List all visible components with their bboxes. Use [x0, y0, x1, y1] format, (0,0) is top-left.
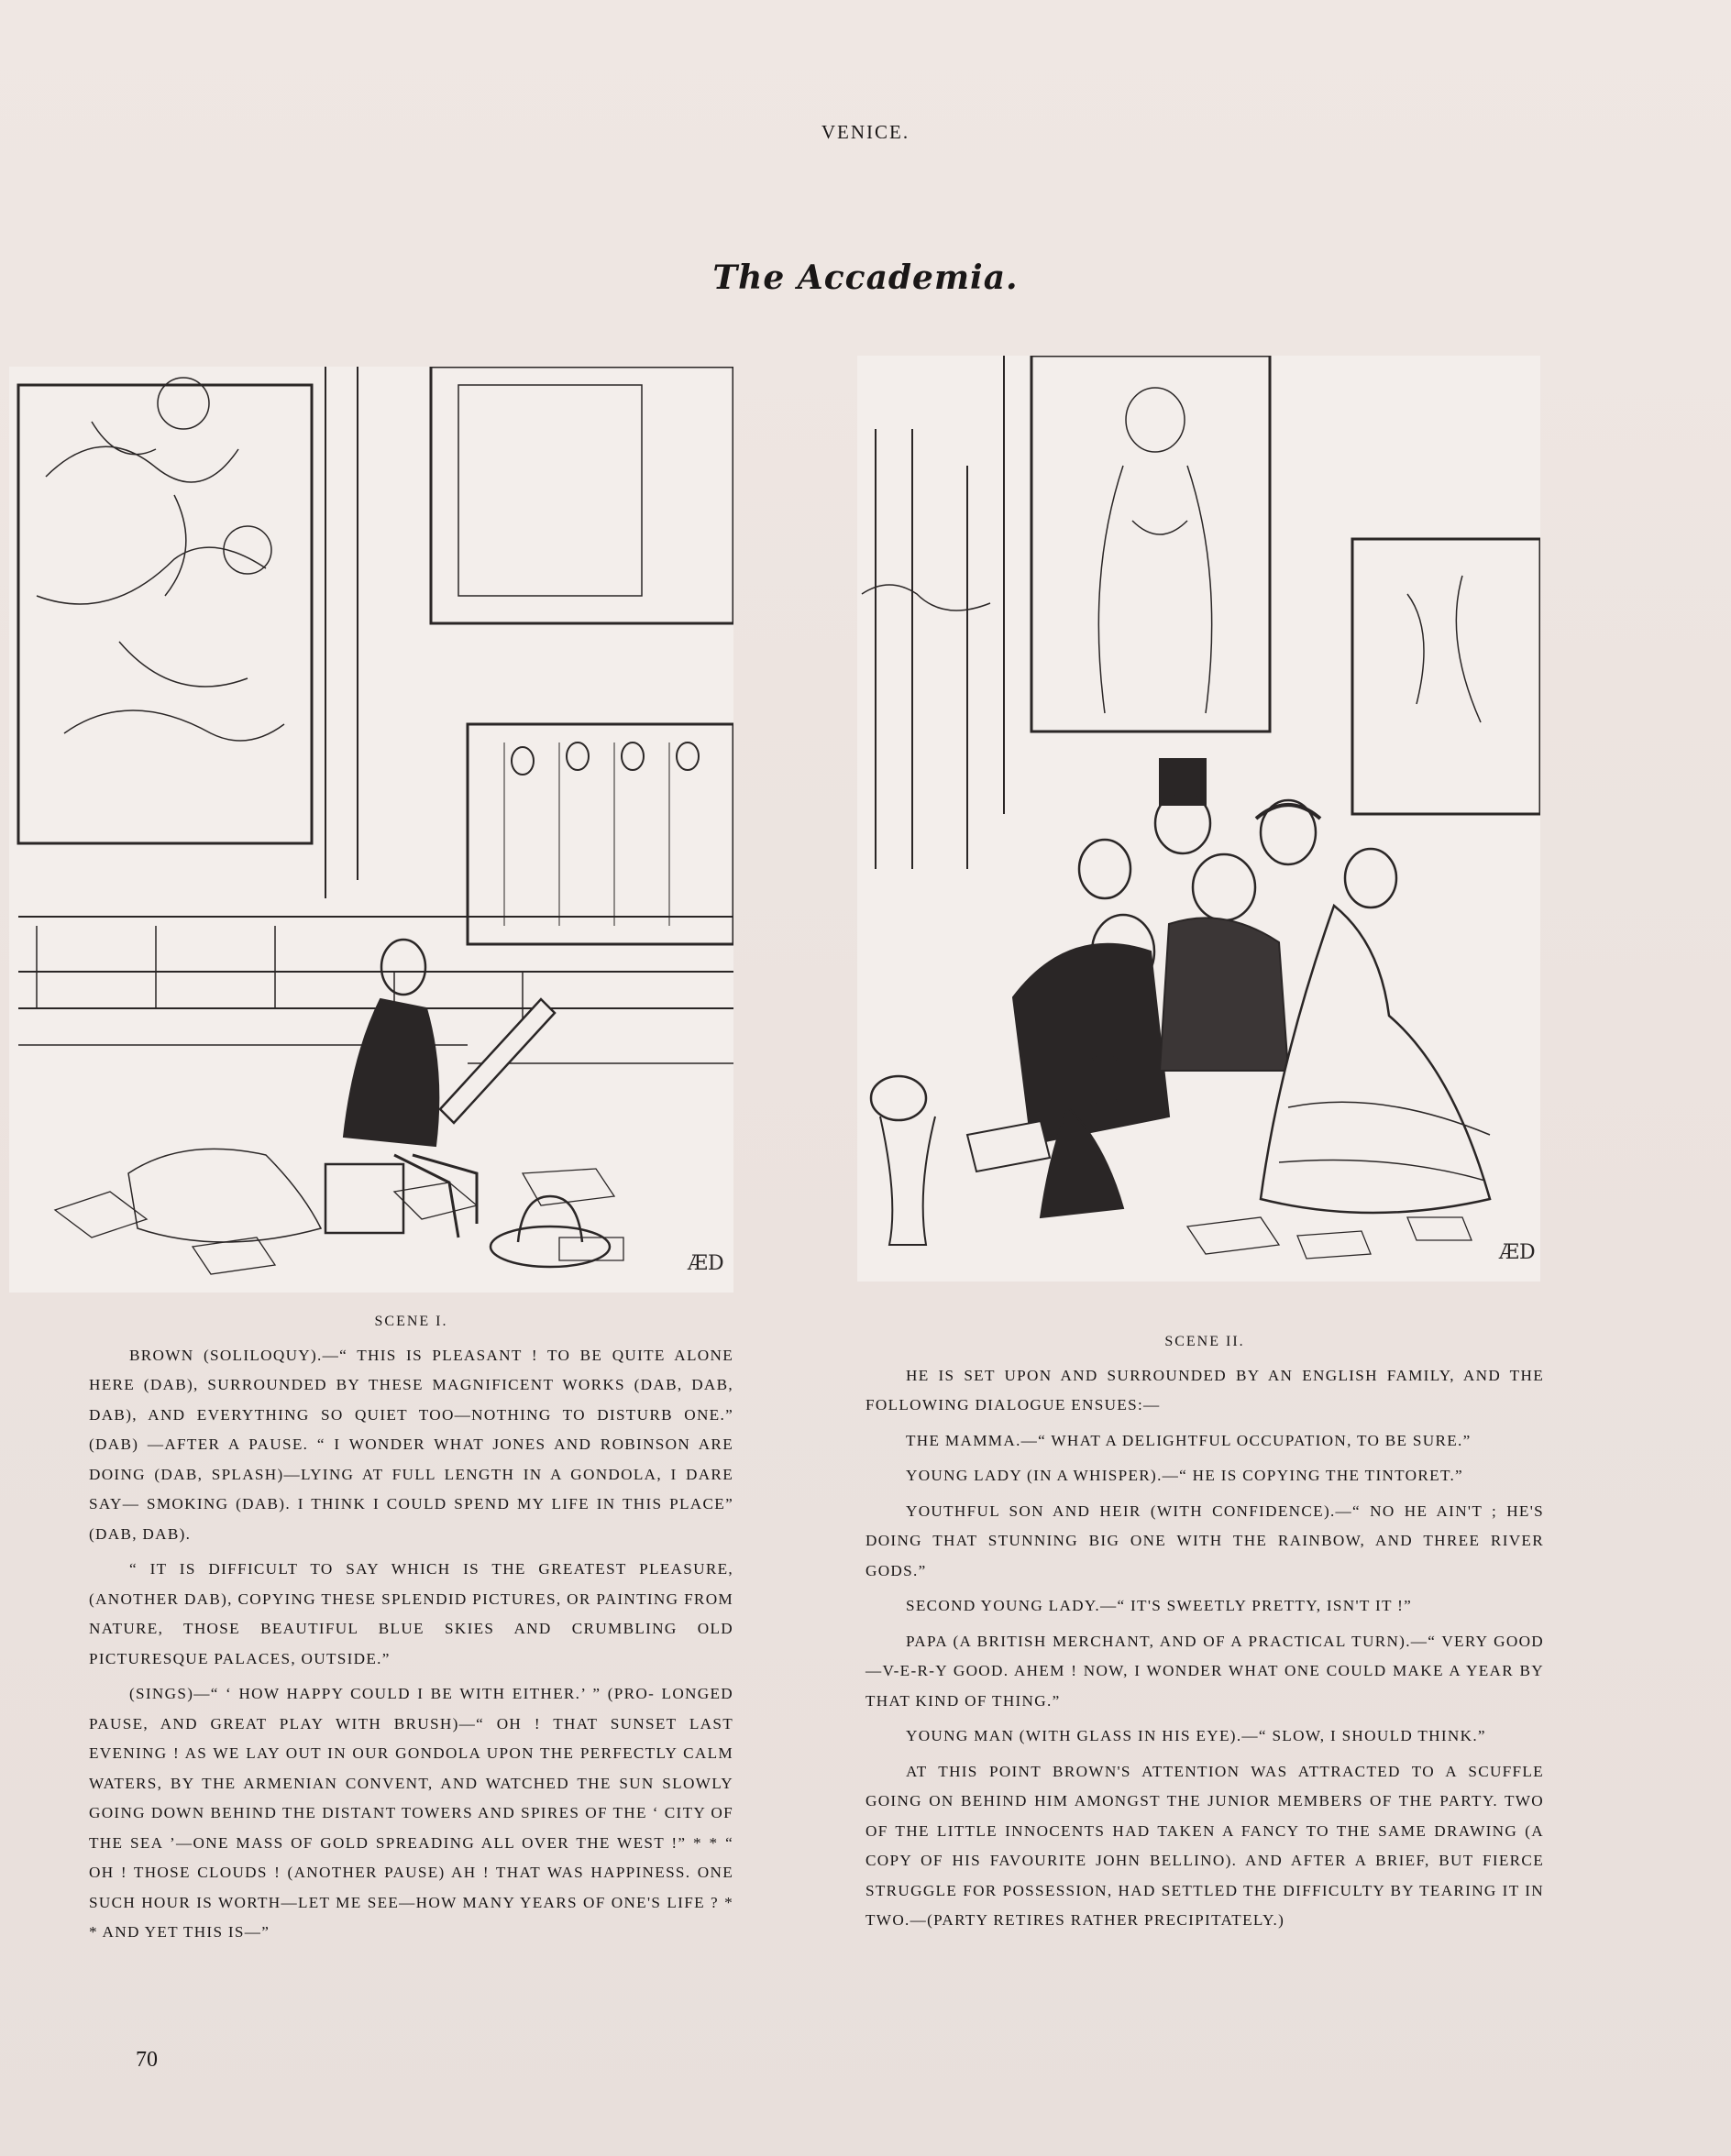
- scene-1-paragraph: (SINGS)—“ ‘ HOW HAPPY COULD I BE WITH EITHER.’ ” (PRO- LONGED PAUSE, AND GREAT PLAY WITH BRUSH)—“ OH ! THAT SUNSET LAST EVENING ! AS WE LAY OUT IN OUR GONDOLA UPON THE PERFECTLY CALM WATERS, BY THE ARMENIAN CONVENT, AND WATCHED THE SUN SLOWLY GOING DOWN BEHIND THE DISTANT TOWERS AND SPIRES OF THE ‘ CITY OF THE SEA ’—ONE MASS OF GOLD SPREADING ALL OVER THE WEST !” * * “ OH ! THOSE CLOUDS ! (ANOTHER PAUSE) AH ! THAT WAS HAPPINESS. ONE SUCH HOUR IS WORTH—LET ME SEE—HOW MANY YEARS OF ONE'S LIFE ? * * AND YET THIS IS—”: [89, 1685, 733, 1941]
- scene-2-paragraph: YOUTHFUL SON AND HEIR (WITH CONFIDENCE).—“ NO HE AIN'T ; HE'S DOING THAT STUNNING BIG ONE WITH THE RAINBOW, AND THREE RIVER GODS.”: [866, 1502, 1544, 1579]
- young-lady-head: [1345, 849, 1396, 908]
- torn-drawing: [967, 1121, 1050, 1172]
- scene-1-heading: SCENE I.: [374, 1314, 448, 1329]
- illustration-scene-1: [9, 367, 733, 1292]
- painting-frame: [431, 367, 733, 623]
- scene-2-column: [866, 1327, 1544, 1942]
- crinoline-dress: [1261, 906, 1490, 1213]
- painting-frame: [468, 724, 733, 944]
- scene-2-paragraph: SECOND YOUNG LADY.—“ IT'S SWEETLY PRETTY, ISN'T IT !”: [906, 1597, 1413, 1614]
- scene-1-paragraph: BROWN (SOLILOQUY).—“ THIS IS PLEASANT ! TO BE QUITE ALONE HERE (DAB), SURROUNDED BY THESE MAGNIFICENT WORKS (DAB, DAB, DAB), AND EVERYTHING SO QUIET TOO—NOTHING TO DISTURB ONE.” (DAB) —AFTER A PAUSE. “ I WONDER WHAT JONES AND ROBINSON ARE DOING (DAB, SPLASH)—LYING AT FULL LENGTH IN A GONDOLA, I DARE SAY— SMOKING (DAB). I THINK I COULD SPEND MY LIFE IN THIS PLACE” (DAB, DAB).: [89, 1346, 733, 1543]
- painting-frame: [1352, 539, 1540, 814]
- child-head: [871, 1076, 926, 1120]
- scene-2-paragraph: THE MAMMA.—“ WHAT A DELIGHTFUL OCCUPATION, TO BE SURE.”: [906, 1431, 1472, 1449]
- hat: [491, 1226, 610, 1267]
- scene-2-paragraph: HE IS SET UPON AND SURROUNDED BY AN ENGLISH FAMILY, AND THE FOLLOWING DIALOGUE ENSUES:—: [866, 1366, 1544, 1414]
- scene-2-paragraph: YOUNG LADY (IN A WHISPER).—“ HE IS COPYING THE TINTORET.”: [906, 1467, 1463, 1484]
- scene-2-heading: SCENE II.: [1164, 1334, 1245, 1349]
- illustrator-signature: ÆD: [688, 1252, 724, 1275]
- scene-2-paragraph: PAPA (A BRITISH MERCHANT, AND OF A PRACTICAL TURN).—“ VERY GOOD—V-E-R-Y GOOD. AHEM ! NOW, I WONDER WHAT ONE COULD MAKE A YEAR BY THAT KIND OF THING.”: [866, 1632, 1544, 1710]
- scene-2-paragraph: AT THIS POINT BROWN'S ATTENTION WAS ATTRACTED TO A SCUFFLE GOING ON BEHIND HIM AMONGST THE JUNIOR MEMBERS OF THE PARTY. TWO OF THE LITTLE INNOCENTS HAD TAKEN A FANCY TO THE SAME DRAWING (A COPY OF HIS FAVOURITE JOHN BELLINO). AND AFTER A BRIEF, BUT FIERCE STRUGGLE FOR POSSESSION, HAD SETTLED THE DIFFICULTY BY TEARING IT IN TWO.—(PARTY RETIRES RATHER PRECIPITATELY.): [866, 1762, 1544, 1929]
- illustration-scene-2: [857, 356, 1540, 1282]
- page-number: 70: [136, 2048, 158, 2072]
- running-head: VENICE.: [821, 121, 910, 143]
- painting-frame: [18, 385, 312, 843]
- drawing-board: [440, 999, 555, 1123]
- artist-head: [381, 940, 425, 995]
- painting-frame: [1031, 356, 1270, 732]
- scene-1-column: [89, 1307, 733, 1953]
- lady-head: [1079, 840, 1130, 898]
- scene-2-paragraph: YOUNG MAN (WITH GLASS IN HIS EYE).—“ SLOW, I SHOULD THINK.”: [906, 1727, 1486, 1744]
- scene-1-paragraph: “ IT IS DIFFICULT TO SAY WHICH IS THE GREATEST PLEASURE, (ANOTHER DAB), COPYING THESE SPLENDID PICTURES, OR PAINTING FROM NATURE, THOSE BEAUTIFUL BLUE SKIES AND CRUMBLING OLD PICTURESQUE PALACES, OUTSIDE.”: [89, 1560, 733, 1667]
- illustrator-signature: ÆD: [1499, 1241, 1536, 1264]
- stool: [325, 1164, 403, 1233]
- page-title: The Accademia.: [712, 258, 1019, 297]
- mamma-head: [1193, 854, 1255, 920]
